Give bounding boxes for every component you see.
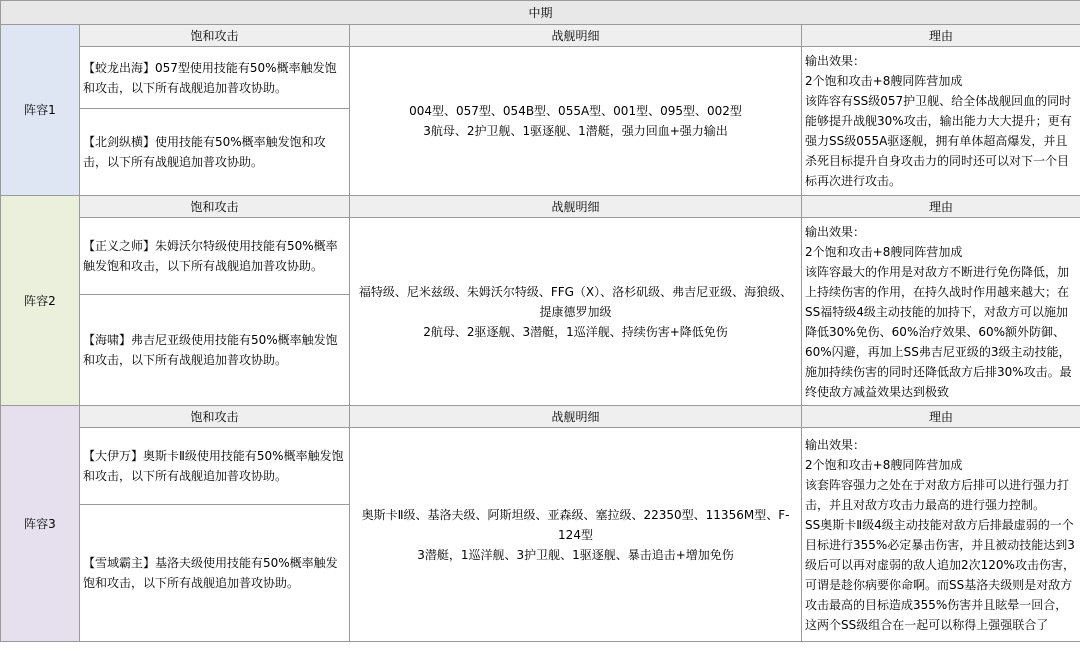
lineup-1-ship-summary: 3航母、2护卫舰、1驱逐舰、1潜艇，强力回血+强力输出 — [423, 124, 728, 138]
lineup-3-ships-header: 战舰明细 — [350, 406, 802, 428]
lineup-2-label: 阵容2 — [1, 196, 80, 406]
lineup-2-ship-list: 福特级、尼米兹级、朱姆沃尔特级、FFG（X）、洛杉矶级、弗吉尼亚级、海狼级、提康德罗加级 — [358, 284, 793, 319]
lineup-2-reason-heading: 输出效果： — [805, 224, 866, 239]
lineup-2-ship-summary: 2航母、2驱逐舰、3潜艇，1巡洋舰、持续伤害+降低免伤 — [423, 324, 728, 339]
lineup-1-ship-list: 004型、057型、054B型、055A型、001型、095型、002型 — [409, 104, 742, 118]
lineup-3-reason — [802, 428, 1080, 642]
lineup-1-reason-heading: 输出效果： — [805, 54, 866, 68]
lineup-2-ships-header: 战舰明细 — [350, 196, 802, 218]
lineup-1-reason-bonus: 2个饱和攻击+8艘同阵营加成 — [805, 74, 963, 88]
lineup-2-skill-1: 【正义之师】朱姆沃尔特级使用技能有50%概率触发饱和攻击，以下所有战舰追加普攻协助。 — [80, 218, 350, 295]
lineup-2-reason — [802, 218, 1080, 406]
phase-title: 中期 — [1, 1, 1080, 25]
lineup-3-skill-header: 饱和攻击 — [80, 406, 350, 428]
lineup-3-skill-2: 【雪域霸主】基洛夫级使用技能有50%概率触发饱和攻击，以下所有战舰追加普攻协助。 — [80, 505, 350, 642]
lineup-1-reason — [802, 47, 1080, 196]
lineup-3-reason-header: 理由 — [802, 406, 1080, 428]
lineup-1-reason-header: 理由 — [802, 25, 1080, 47]
lineup-3-reason-heading: 输出效果： — [805, 437, 866, 452]
lineup-2-skill-2: 【海啸】弗吉尼亚级使用技能有50%概率触发饱和攻击，以下所有战舰追加普攻协助。 — [80, 295, 350, 406]
lineup-1-skill-header: 饱和攻击 — [80, 25, 350, 47]
lineup-1-skill-2: 【北剑纵横】使用技能有50%概率触发饱和攻击，以下所有战舰追加普攻协助。 — [80, 109, 350, 196]
lineup-1-skill-1: 【蛟龙出海】057型使用技能有50%概率触发饱和攻击，以下所有战舰追加普攻协助。 — [80, 47, 350, 109]
lineup-2-reason-bonus: 2个饱和攻击+8艘同阵营加成 — [805, 244, 963, 259]
lineup-3-reason-bonus: 2个饱和攻击+8艘同阵营加成 — [805, 457, 963, 472]
lineup-3-label: 阵容3 — [1, 406, 80, 642]
lineup-2-reason-detail: 该阵容最大的作用是对敌方不断进行免伤降低，加上持续伤害的作用，在持久战时作用越来越大；在SS福特级4级主动技能的加持下，对敌方可以施加降低30%免伤、60%治疗效果、60%额外防御、60%闪避，再加上SS弗吉尼亚级的3级主动技能，施加持续伤害的同时还降低敌方后排30%攻击。最终使敌方减益效果达到极致 — [805, 264, 1072, 399]
lineup-3-reason-detail-2: SS奥斯卡Ⅱ级4级主动技能对敌方后排最虚弱的一个目标进行355%必定暴击伤害，并且被动技能达到3级后可以再对虚弱的敌人追加2次120%攻击伤害，可谓是趁你病要你命啊。而SS基洛夫级则是对敌方攻击最高的目标造成355%伤害并且眩晕一回合，这两个SS级组合在一起可以称得上强强联合了 — [805, 517, 1075, 632]
lineup-1-label: 阵容1 — [1, 25, 80, 196]
lineup-1-ships-header: 战舰明细 — [350, 25, 802, 47]
lineup-3-ship-list: 奥斯卡Ⅱ级、基洛夫级、阿斯坦级、亚森级、塞拉级、22350型、11356M型、F-124型 — [361, 507, 790, 542]
lineup-2-skill-header: 饱和攻击 — [80, 196, 350, 218]
lineup-2-reason-header: 理由 — [802, 196, 1080, 218]
lineup-3-skill-1: 【大伊万】奥斯卡Ⅱ级使用技能有50%概率触发饱和攻击，以下所有战舰追加普攻协助。 — [80, 428, 350, 505]
lineup-3-ships — [350, 428, 802, 642]
lineup-1-reason-detail: 该阵容有SS级057护卫舰、给全体战舰回血的同时能够提升战舰30%攻击，输出能力大大提升；更有强力SS级055A驱逐舰，拥有单体超高爆发，并且杀死目标提升自身攻击力的同时还可以对下一个目标再次进行攻击。 — [805, 94, 1072, 188]
lineup-1-ships — [350, 47, 802, 196]
lineup-3-ship-summary: 3潜艇，1巡洋舰、3护卫舰、1驱逐舰、暴击追击+增加免伤 — [417, 547, 734, 562]
lineup-2-ships — [350, 218, 802, 406]
lineup-3-reason-detail-1: 该套阵容强力之处在于对敌方后排可以进行强力打击，并且对敌方攻击力最高的进行强力控制。 — [805, 477, 1070, 512]
